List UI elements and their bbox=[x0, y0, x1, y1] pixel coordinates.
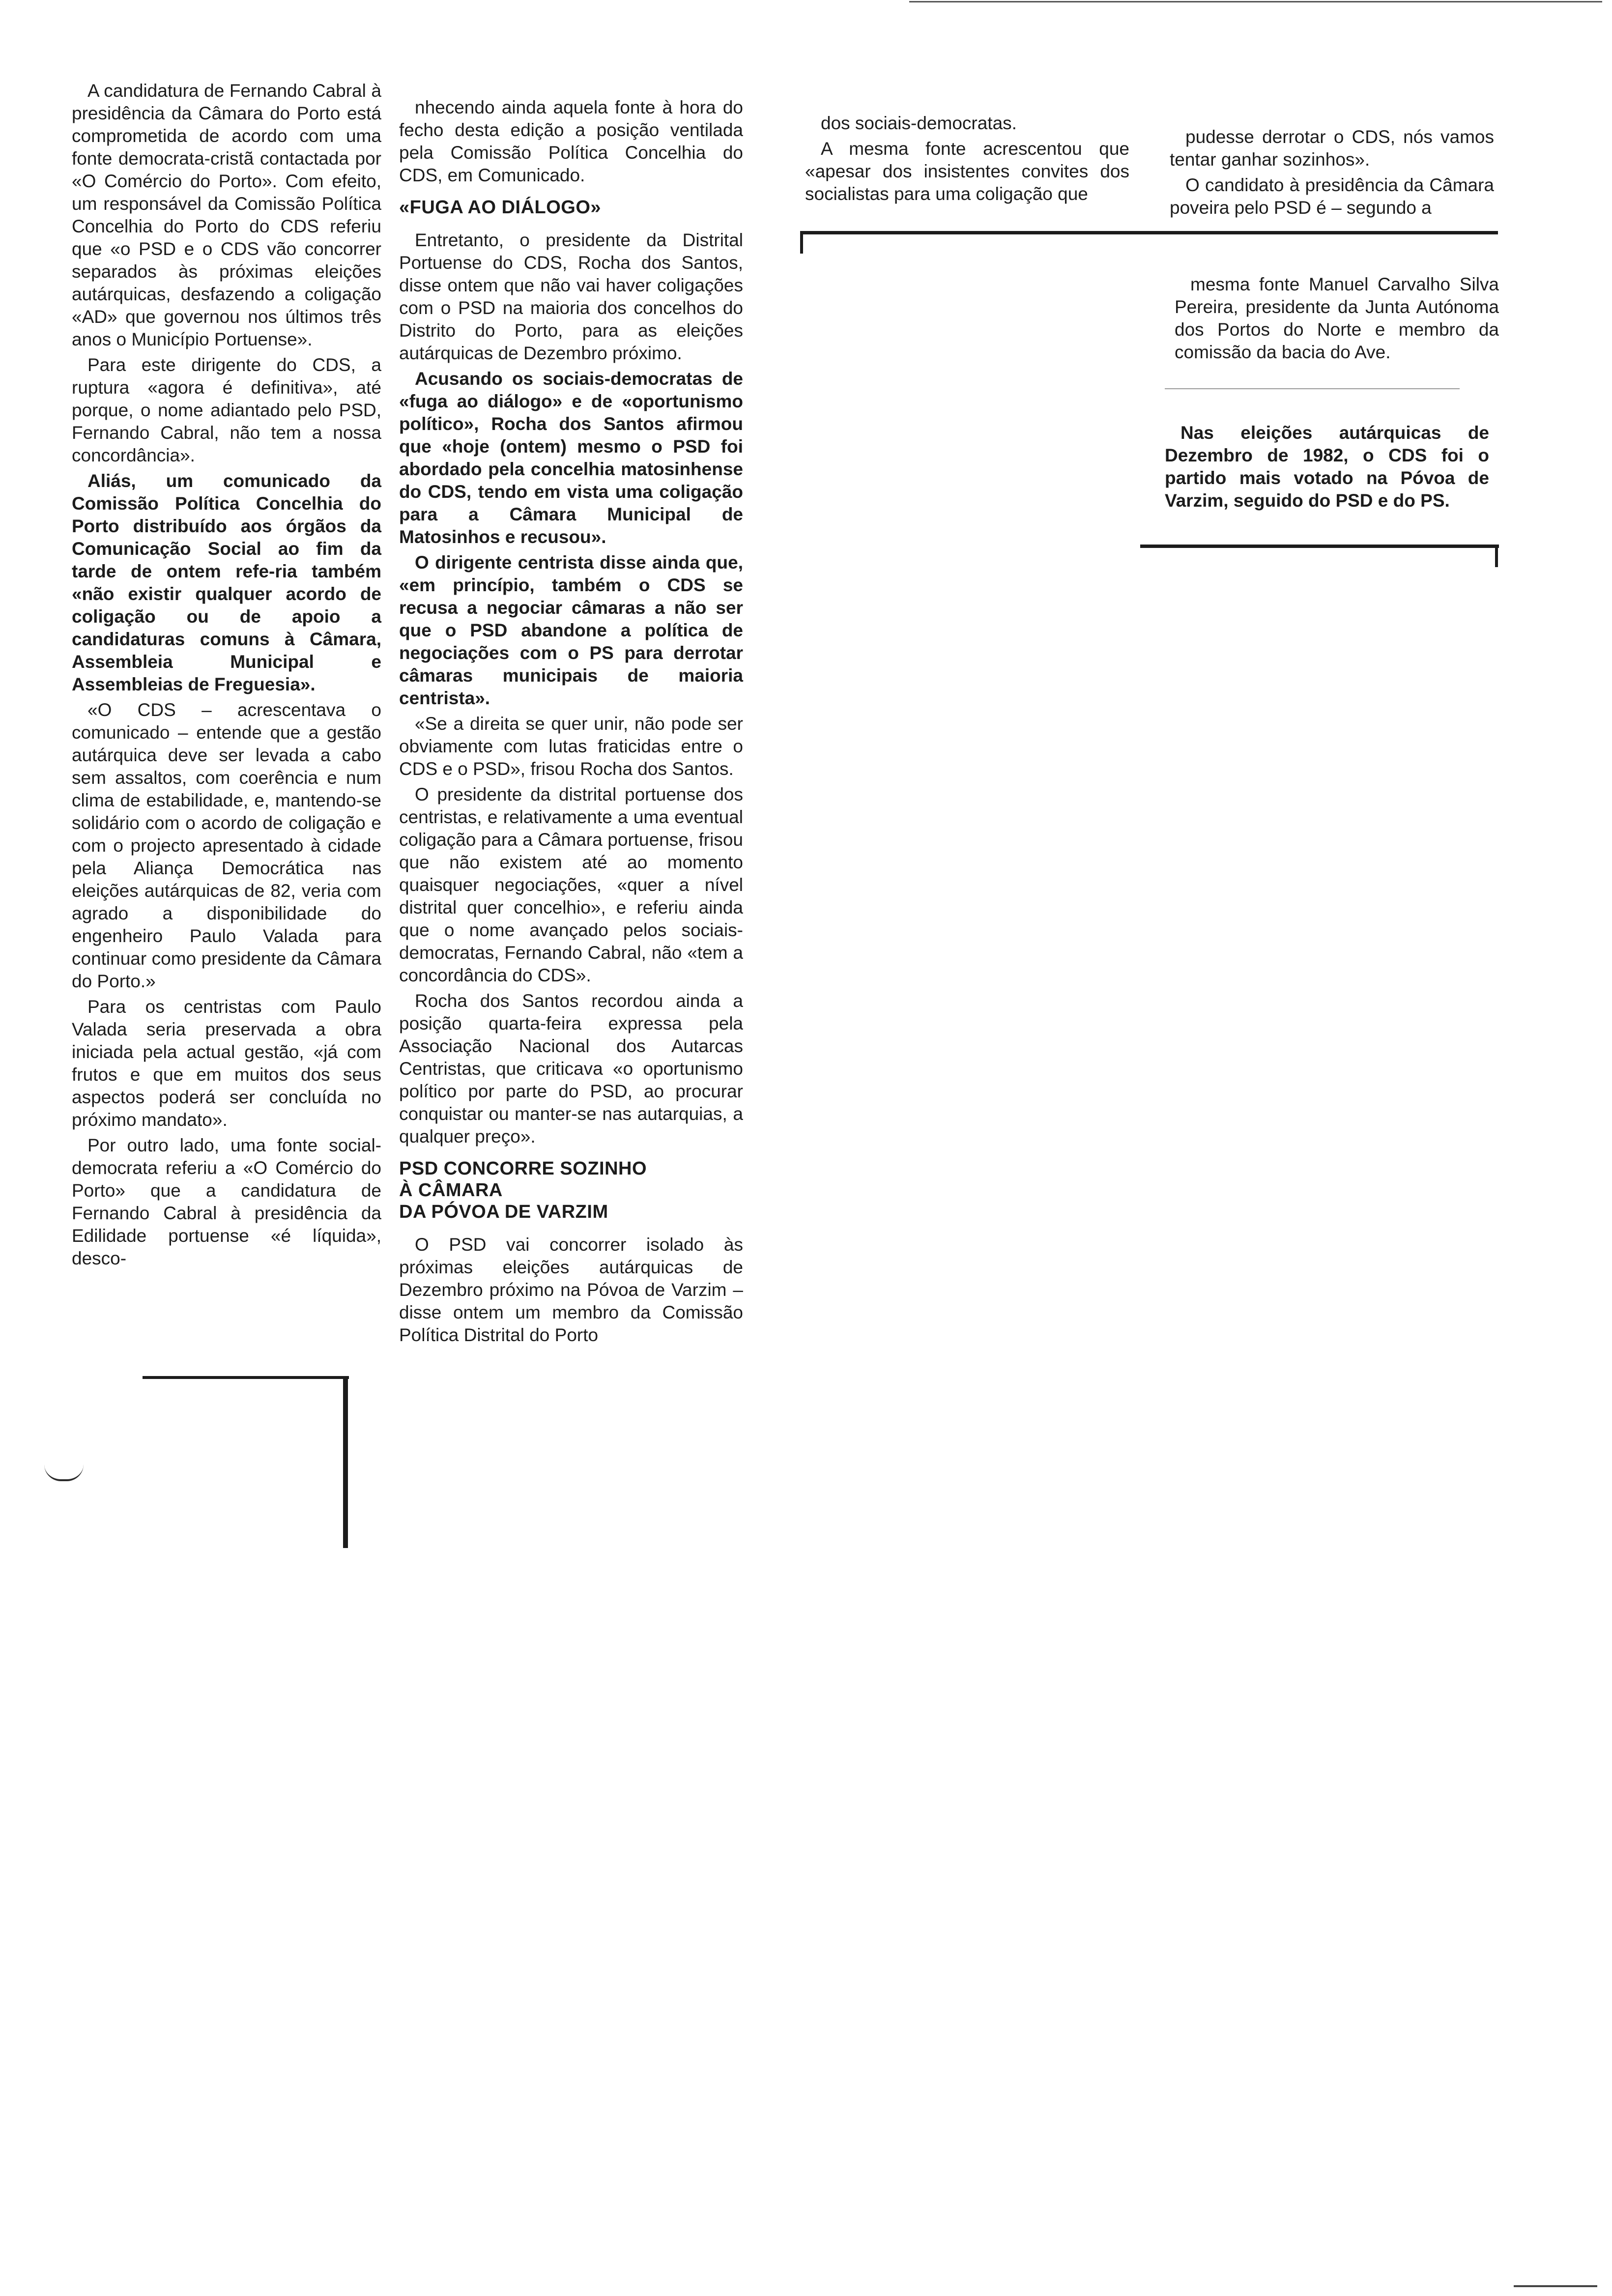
section-heading-psd-concorre-sozinho bbox=[399, 1158, 743, 1223]
paragraph: nhecendo ainda aquela fonte à hora do fecho desta edição a posição ventilada pela Comissão Política Concelhia do CDS, em Comunicado. bbox=[399, 97, 743, 185]
paragraph: Nas eleições autárquicas de Dezembro de 1982, o CDS foi o partido mais votado na Póvoa de Varzim, seguido do PSD e do PS. bbox=[1165, 423, 1489, 511]
scan-mark-curve bbox=[44, 1464, 84, 1481]
divider-column-3 bbox=[800, 231, 1498, 234]
paragraph: O PSD vai concorrer isolado às próximas eleições autárquicas de Dezembro próximo na Póvoa de Varzim – disse ontem um membro da Comissão Política Distrital do Porto bbox=[399, 1234, 743, 1345]
paragraph: Rocha dos Santos recordou ainda a posição quarta-feira expressa pela Associação Nacional dos Autarcas Centristas, que criticava «o oportunismo político por parte do PSD, ao procurar conquistar ou manter-se nas autarquias, a qualquer preço». bbox=[399, 991, 743, 1147]
paragraph: O presidente da distrital portuense dos centristas, e relativamente a uma eventual coligação para a Câmara portuense, frisou que não existem até ao momento quaisquer negociações, «quer a nível distrital quer concelhio», e referiu ainda que o nome avançado pelos sociais-democratas, Fernando Cabral, não «tem a concordância do CDS». bbox=[399, 784, 743, 985]
divider-top-right bbox=[909, 1, 1602, 2]
paragraph: «Se a direita se quer unir, não pode ser obviamente com lutas fraticidas entre o CDS e o PSD», frisou Rocha dos Santos. bbox=[399, 714, 743, 779]
paragraph: dos sociais-democratas. bbox=[821, 113, 1017, 133]
heading-line: DA PÓVOA DE VARZIM bbox=[399, 1202, 608, 1222]
heading-line: PSD CONCORRE SOZINHO bbox=[399, 1158, 647, 1179]
boxed-note bbox=[1165, 422, 1489, 515]
article-column-4-continued bbox=[1175, 273, 1499, 367]
divider-column-1 bbox=[143, 1376, 349, 1379]
article-column-2 bbox=[399, 96, 743, 1349]
paragraph: Para os centristas com Paulo Valada seria preservada a obra iniciada pela actual gestão, «já com frutos e que em muitos dos seus aspectos poderá ser concluída no próximo mandato». bbox=[72, 997, 381, 1130]
paragraph: Aliás, um comunicado da Comissão Política Concelhia do Porto distribuído aos órgãos da Comunicação Social ao fim da tarde de ontem refe-ria também «não existir qualquer acordo de coligação ou de apoio a candidaturas comuns à Câmara, Assembleia Municipal e Assembleias de Freguesia». bbox=[72, 471, 381, 694]
article-column-1 bbox=[72, 80, 381, 1273]
paragraph: mesma fonte Manuel Carvalho Silva Pereira, presidente da Junta Autónoma dos Portos do Norte e membro da comissão da bacia do Ave. bbox=[1175, 274, 1499, 362]
paragraph: Entretanto, o presidente da Distrital Portuense do CDS, Rocha dos Santos, disse ontem que não vai haver coligações com o PSD na maioria dos concelhos do Distrito do Porto, para as eleições autárquicas de Dezembro próximo. bbox=[399, 230, 743, 363]
paragraph: Acusando os sociais-democratas de «fuga ao diálogo» e de «oportunismo político», Rocha dos Santos afirmou que «hoje (ontem) mesmo o PSD foi abordado pela concelhia matosinhense do CDS, tendo em vista uma coligação para a Câmara Municipal de Matosinhos e recusou». bbox=[399, 369, 743, 547]
paragraph: A mesma fonte acrescentou que «apesar dos insistentes convites dos socialistas para uma coligação que bbox=[805, 139, 1129, 204]
section-heading-fuga-ao-dialogo: «FUGA AO DIÁLOGO» bbox=[399, 197, 602, 218]
divider-column-4-box-tick bbox=[1495, 545, 1498, 567]
heading-line: À CÂMARA bbox=[399, 1180, 503, 1201]
article-column-4-top bbox=[1170, 126, 1494, 222]
paragraph: pudesse derrotar o CDS, nós vamos tentar ganhar sozinhos». bbox=[1170, 127, 1494, 170]
paragraph: A candidatura de Fernando Cabral à presidência da Câmara do Porto está comprometida de acordo com uma fonte democrata-cristã contactada por «O Comércio do Porto». Com efeito, um responsável da Comissão Política Concelhia do Porto do CDS referiu que «o PSD e o CDS vão concorrer separados às próximas eleições autárquicas, desfazendo a coligação «AD» que governou nos últimos três anos o Município Portuense». bbox=[72, 81, 381, 349]
divider-column-4-box bbox=[1140, 545, 1499, 548]
paragraph: O dirigente centrista disse ainda que, «em princípio, também o CDS se recusa a negociar câmaras a não ser que o PSD abandone a política de negociações com o PS para derrotar câmaras municipais de maioria centrista». bbox=[399, 552, 743, 708]
paragraph: «O CDS – acrescentava o comunicado – entende que a gestão autárquica deve ser levada a cabo sem assaltos, com coerência e num clima de estabilidade, e, mantendo-se solidário com o acordo de coligação e com o projecto apresentado à cidade pela Aliança Democrática nas eleições autárquicas de 82, veria com agrado a disponibilidade do engenheiro Paulo Valada para continuar como presidente da Câmara do Porto.» bbox=[72, 700, 381, 991]
paragraph: O candidato à presidência da Câmara poveira pelo PSD é – segundo a bbox=[1170, 175, 1494, 218]
paragraph: Por outro lado, uma fonte social-democrata referiu a «O Comércio do Porto» que a candidatura de Fernando Cabral à presidência da Edilidade portuense «é líquida», desco- bbox=[72, 1135, 381, 1268]
scan-mark-bottom-right bbox=[1514, 2285, 1597, 2287]
divider-column-1-vertical bbox=[343, 1376, 348, 1548]
article-column-3 bbox=[805, 112, 1129, 208]
paragraph: Para este dirigente do CDS, a ruptura «agora é definitiva», até porque, o nome adiantado pelo PSD, Fernando Cabral, não tem a nossa concordância». bbox=[72, 355, 381, 465]
divider-column-3-tick bbox=[800, 231, 803, 254]
divider-column-4-dashes bbox=[1165, 388, 1460, 389]
